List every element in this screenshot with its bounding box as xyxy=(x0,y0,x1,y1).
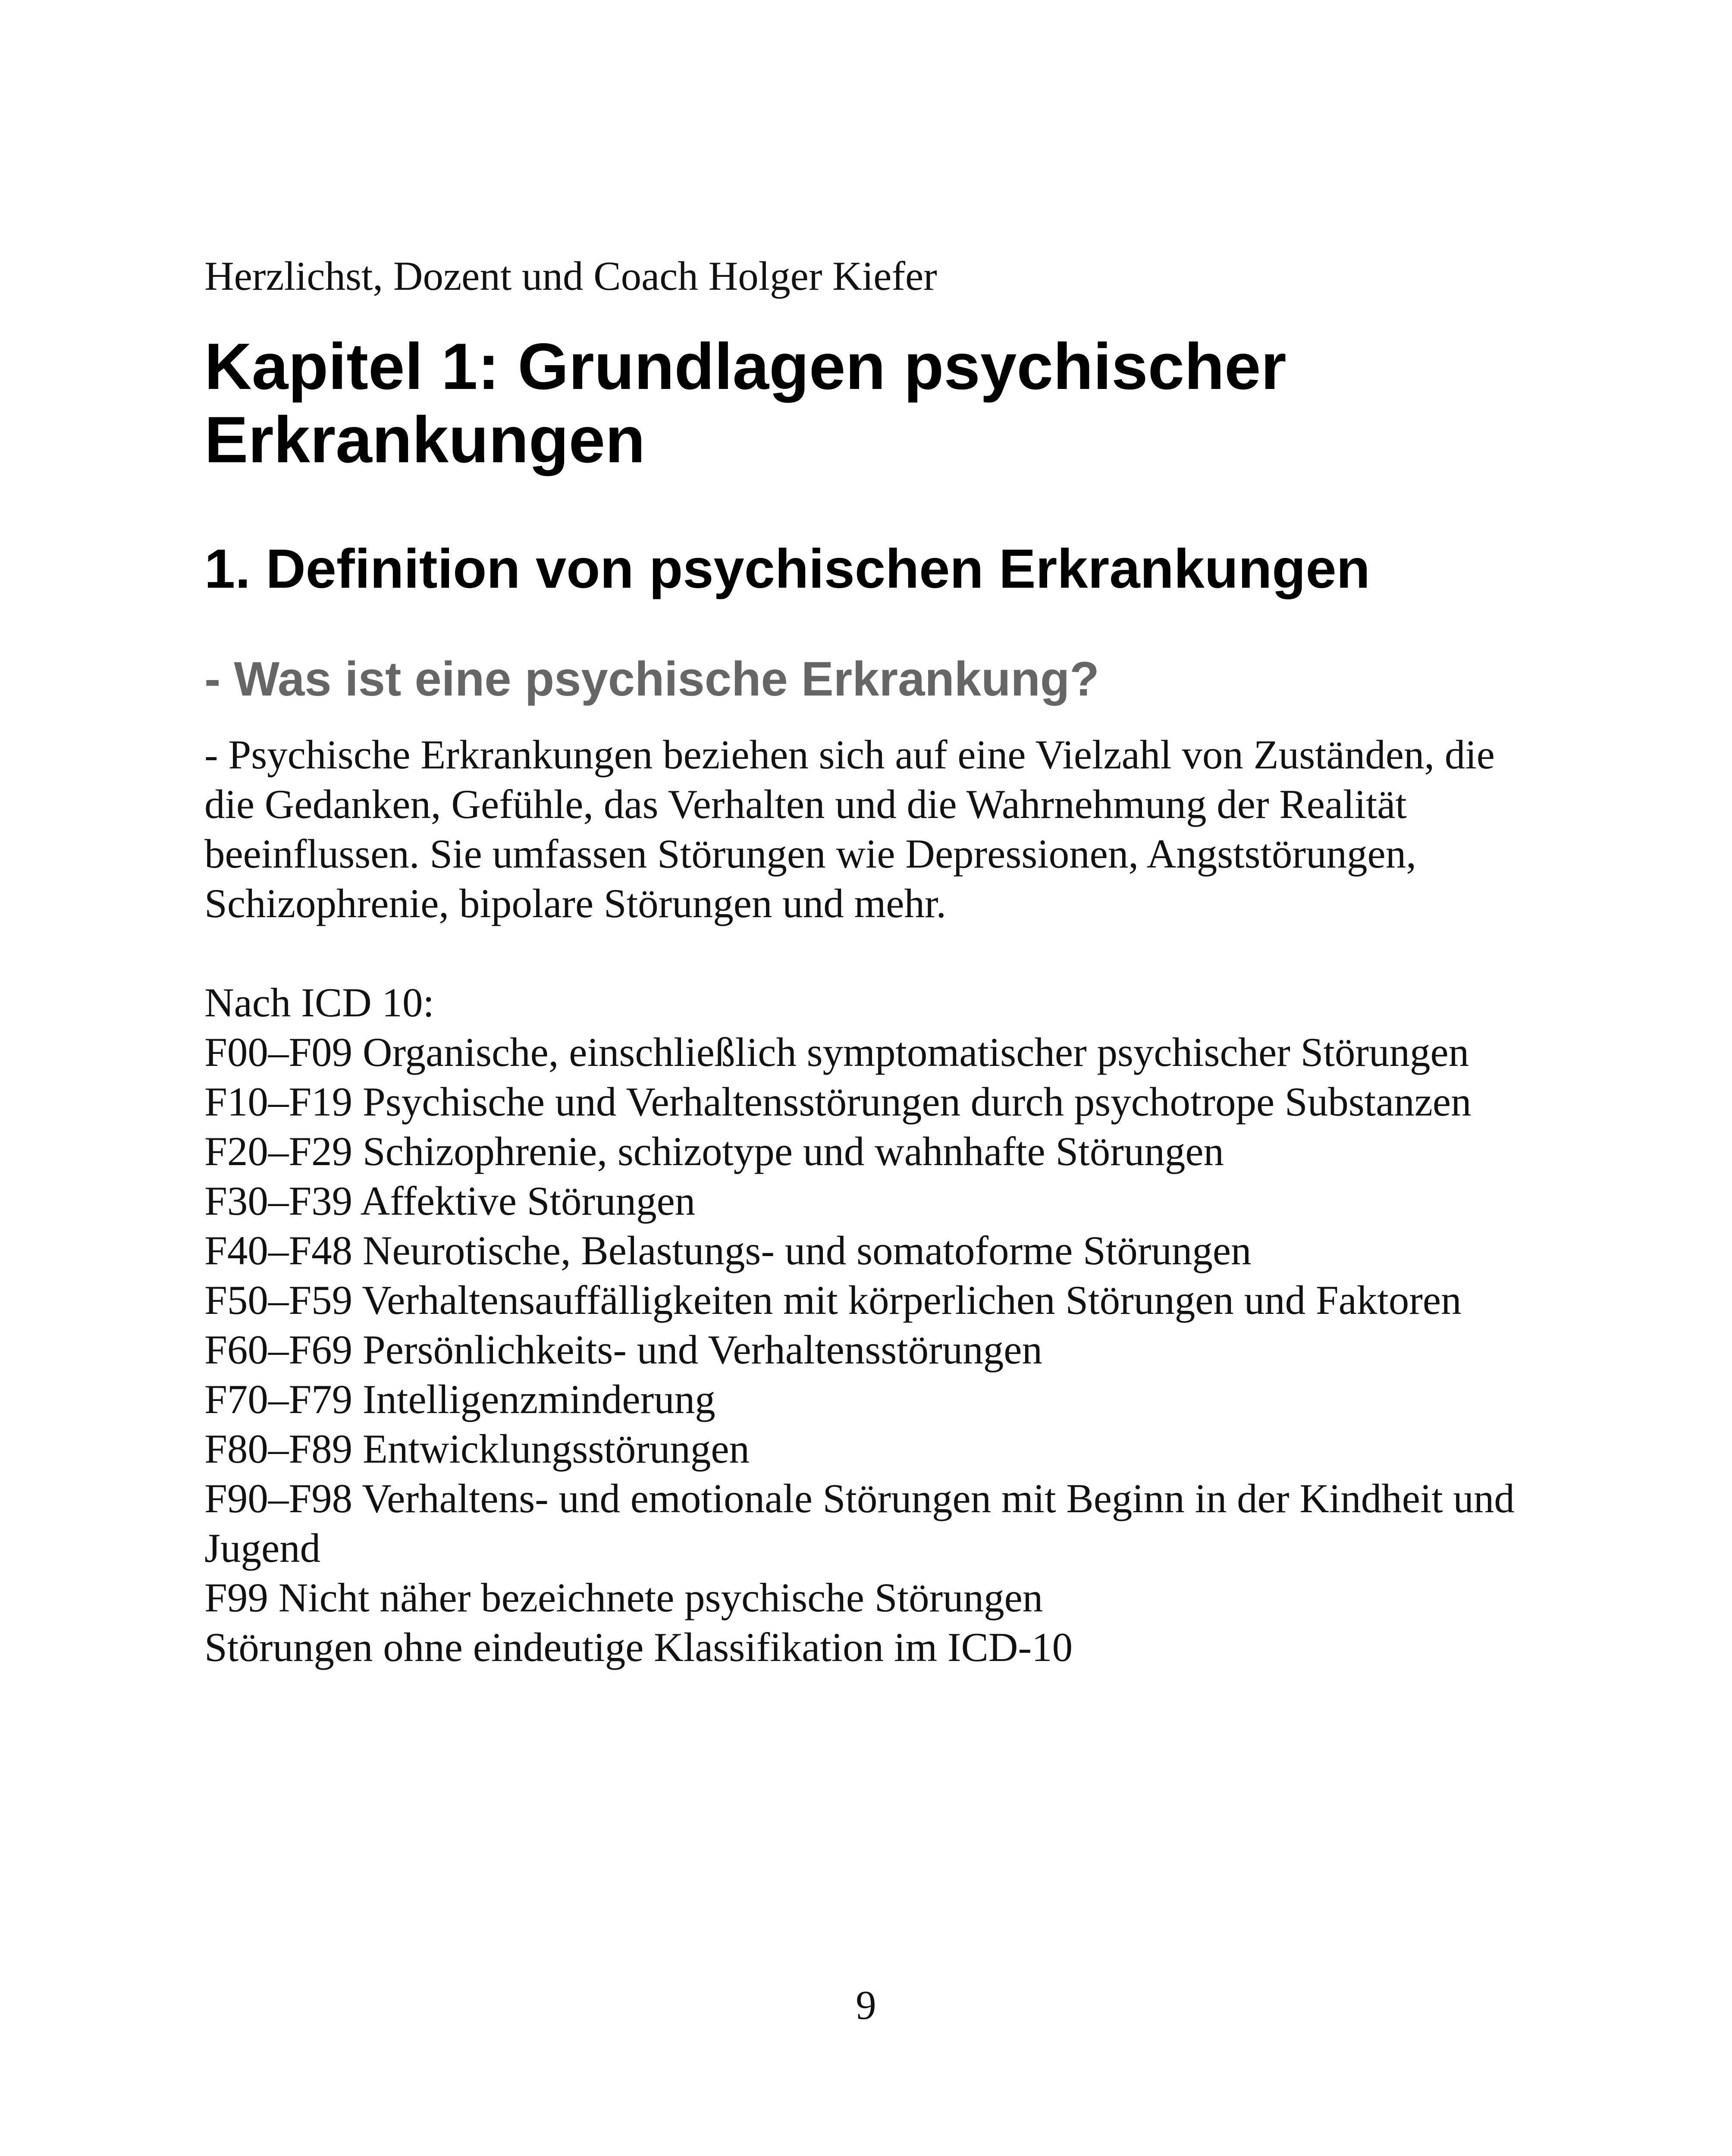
icd-list-item: F50–F59 Verhaltensauffälligkeiten mit körperlichen Störungen und Faktoren xyxy=(204,1277,1462,1323)
icd-list-item: F10–F19 Psychische und Verhaltensstörungen durch psychotrope Substanzen xyxy=(204,1079,1472,1125)
icd-list-item: F70–F79 Intelligenzminderung xyxy=(204,1376,715,1422)
icd-list-item: F90–F98 Verhaltens- und emotionale Störungen mit Beginn in der Kindheit und Jugend xyxy=(204,1476,1515,1571)
icd-list-item: F60–F69 Persönlichkeits- und Verhaltensstörungen xyxy=(204,1327,1042,1373)
icd-list-item: F80–F89 Entwicklungsstörungen xyxy=(204,1426,750,1472)
icd-list-item: F99 Nicht näher bezeichnete psychische Störungen xyxy=(204,1575,1043,1620)
section-title: 1. Definition von psychischen Erkrankungen xyxy=(204,538,1370,600)
author-signature: Herzlichst, Dozent und Coach Holger Kiefer xyxy=(204,253,937,299)
icd-list-item: F40–F48 Neurotische, Belastungs- und somatoforme Störungen xyxy=(204,1228,1252,1273)
icd-list-item: F00–F09 Organische, einschließlich symptomatischer psychischer Störungen xyxy=(204,1029,1469,1075)
icd-list-item: Störungen ohne eindeutige Klassifikation im ICD-10 xyxy=(204,1624,1073,1670)
icd-intro: Nach ICD 10: xyxy=(204,980,434,1025)
icd-list-item: F20–F29 Schizophrenie, schizotype und wahnhafte Störungen xyxy=(204,1128,1224,1174)
page-content xyxy=(204,250,1541,1672)
page-number: 9 xyxy=(856,1982,876,2028)
subsection-title: - Was ist eine psychische Erkrankung? xyxy=(204,652,1099,706)
chapter-title: Kapitel 1: Grundlagen psychischer Erkrankungen xyxy=(204,330,1286,476)
definition-paragraph: - Psychische Erkrankungen beziehen sich auf eine Vielzahl von Zuständen, die die Gedanken, Gefühle, das Verhalten und die Wahrnehmung der Realität beeinflussen. Sie umfassen Störungen wie Depressionen, Angststörungen, Schizophrenie, bipolare Störungen und mehr. xyxy=(204,732,1495,926)
icd-list-item: F30–F39 Affektive Störungen xyxy=(204,1178,696,1224)
icd-list xyxy=(204,1028,1541,1672)
